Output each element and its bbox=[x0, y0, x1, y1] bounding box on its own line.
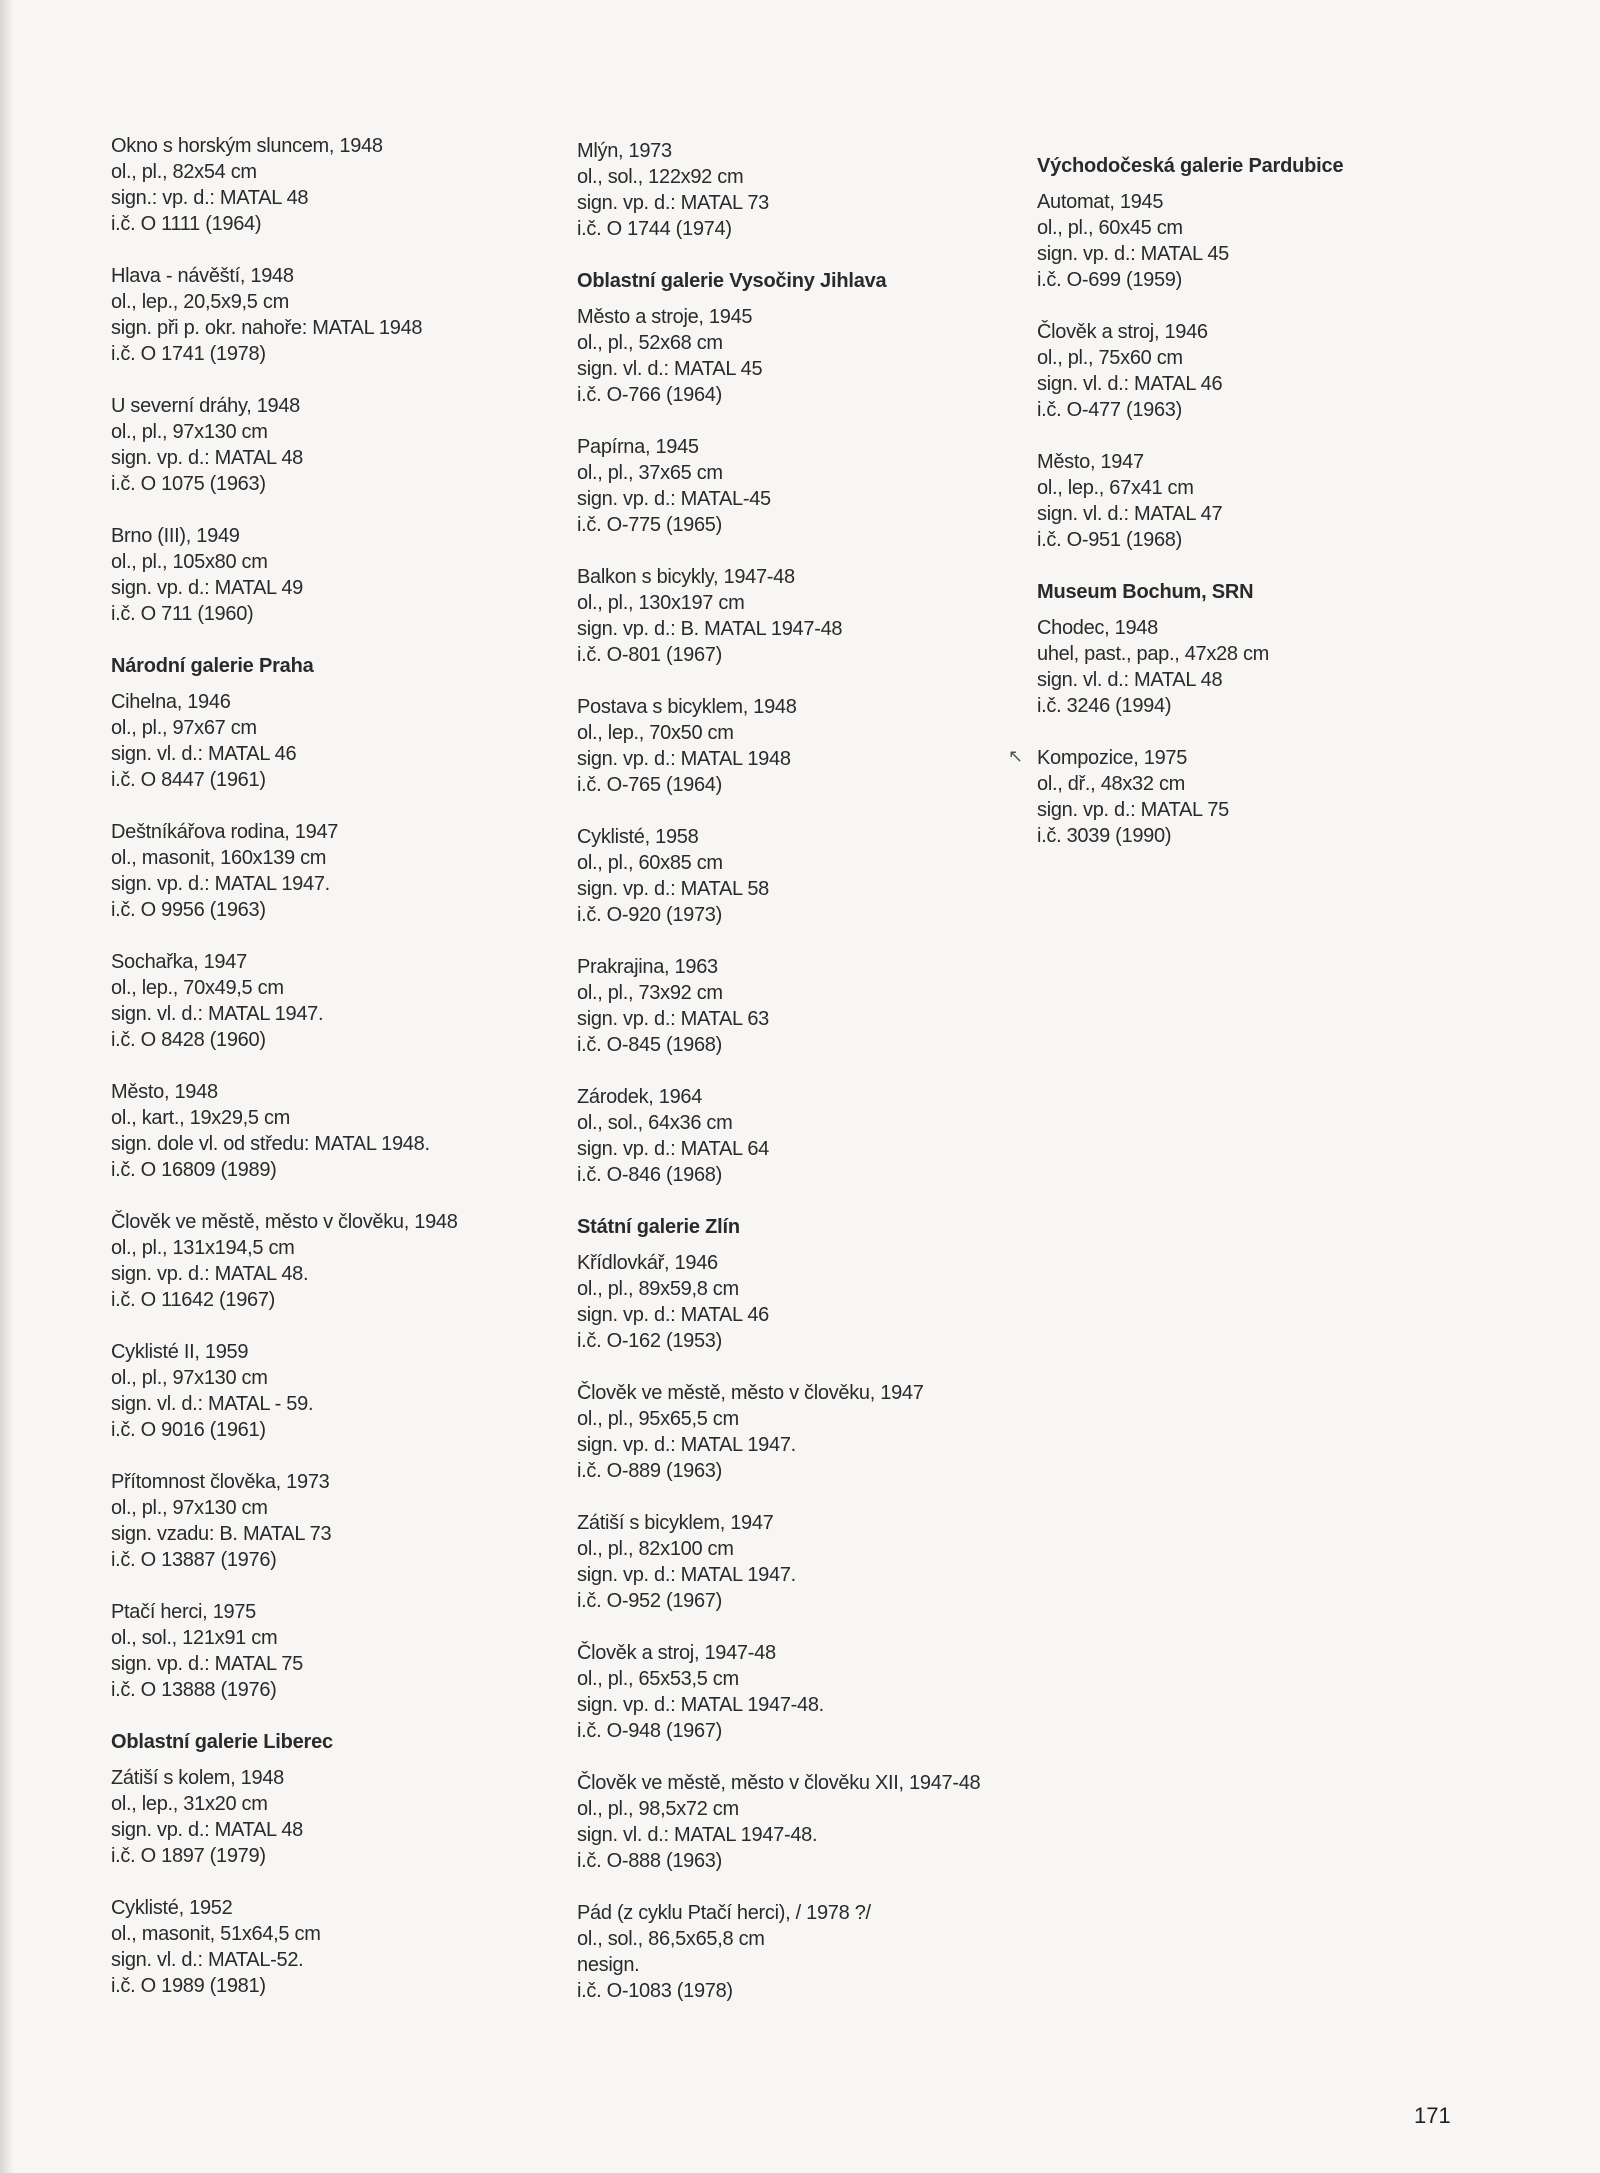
entry-inv: i.č. O 1897 (1979) bbox=[111, 1845, 266, 1867]
entry-sign: sign. vp. d.: MATAL 63 bbox=[577, 1008, 770, 1030]
catalog-entry bbox=[577, 694, 1047, 798]
entry-title: Chodec, 1948 bbox=[1037, 617, 1158, 639]
catalog-entry bbox=[111, 689, 581, 793]
catalog-entry bbox=[111, 133, 581, 237]
entry-medium: ol., pl., 65x53,5 cm bbox=[577, 1668, 739, 1690]
entry-sign: sign. vl. d.: MATAL 46 bbox=[1037, 373, 1223, 395]
entry-title: Člověk ve městě, město v člověku, 1948 bbox=[111, 1211, 458, 1233]
entry-sign: sign. vp. d.: B. MATAL 1947-48 bbox=[577, 618, 843, 640]
entry-medium: ol., pl., 105x80 cm bbox=[111, 551, 268, 573]
entry-inv: i.č. O 13888 (1976) bbox=[111, 1679, 277, 1701]
entry-medium: ol., pl., 95x65,5 cm bbox=[577, 1408, 739, 1430]
entry-sign: sign. vl. d.: MATAL 1947. bbox=[111, 1003, 324, 1025]
catalog-entry bbox=[577, 1900, 1047, 2004]
entry-sign: sign. vp. d.: MATAL 45 bbox=[1037, 243, 1230, 265]
catalog-entry bbox=[577, 1640, 1047, 1744]
entry-title: Brno (III), 1949 bbox=[111, 525, 240, 547]
entry-sign: sign. vp. d.: MATAL 48 bbox=[111, 447, 304, 469]
entry-sign: sign. vl. d.: MATAL 48 bbox=[1037, 669, 1223, 691]
entry-inv: i.č. O 16809 (1989) bbox=[111, 1159, 277, 1181]
catalog-entry bbox=[111, 263, 581, 367]
entry-inv: i.č. 3039 (1990) bbox=[1037, 825, 1172, 847]
entry-title: Cyklisté, 1952 bbox=[111, 1897, 233, 1919]
entry-sign: sign.: vp. d.: MATAL 48 bbox=[111, 187, 309, 209]
catalog-entry bbox=[577, 434, 1047, 538]
entry-title: Automat, 1945 bbox=[1037, 191, 1164, 213]
entry-medium: ol., pl., 82x100 cm bbox=[577, 1538, 734, 1560]
entry-sign: sign. vp. d.: MATAL 1948 bbox=[577, 748, 791, 770]
catalog-entry bbox=[577, 1380, 1047, 1484]
entry-sign: sign. vp. d.: MATAL 46 bbox=[577, 1304, 770, 1326]
entry-medium: ol., pl., 60x45 cm bbox=[1037, 217, 1183, 239]
entry-title: Zátiší s bicyklem, 1947 bbox=[577, 1512, 774, 1534]
entry-title: Přítomnost člověka, 1973 bbox=[111, 1471, 330, 1493]
entry-inv: i.č. O 13887 (1976) bbox=[111, 1549, 277, 1571]
entry-medium: ol., pl., 60x85 cm bbox=[577, 852, 723, 874]
entry-title: Zátiší s kolem, 1948 bbox=[111, 1767, 284, 1789]
entry-medium: ol., kart., 19x29,5 cm bbox=[111, 1107, 291, 1129]
entry-inv: i.č. O-846 (1968) bbox=[577, 1164, 722, 1186]
entry-title: Člověk ve městě, město v člověku, 1947 bbox=[577, 1382, 924, 1404]
entry-sign: sign. vp. d.: MATAL 75 bbox=[111, 1653, 304, 1675]
entry-title: Člověk ve městě, město v člověku XII, 1947-48 bbox=[577, 1772, 981, 1794]
collection-heading: Národní galerie Praha bbox=[111, 655, 314, 677]
entry-inv: i.č. O 1075 (1963) bbox=[111, 473, 266, 495]
entry-title: Deštníkářova rodina, 1947 bbox=[111, 821, 339, 843]
entry-medium: ol., pl., 97x130 cm bbox=[111, 1497, 268, 1519]
entry-medium: ol., pl., 131x194,5 cm bbox=[111, 1237, 295, 1259]
entry-inv: i.č. O-699 (1959) bbox=[1037, 269, 1182, 291]
entry-inv: i.č. O-477 (1963) bbox=[1037, 399, 1182, 421]
entry-sign: sign. vl. d.: MATAL 1947-48. bbox=[577, 1824, 818, 1846]
entry-sign: sign. vzadu: B. MATAL 73 bbox=[111, 1523, 332, 1545]
entry-inv: i.č. O-801 (1967) bbox=[577, 644, 722, 666]
entry-medium: ol., pl., 37x65 cm bbox=[577, 462, 723, 484]
entry-title: Člověk a stroj, 1946 bbox=[1037, 321, 1208, 343]
entry-medium: ol., pl., 130x197 cm bbox=[577, 592, 745, 614]
entry-medium: ol., sol., 64x36 cm bbox=[577, 1112, 733, 1134]
entry-sign: sign. vl. d.: MATAL 46 bbox=[111, 743, 297, 765]
entry-inv: i.č. O-775 (1965) bbox=[577, 514, 722, 536]
catalog-entry bbox=[577, 564, 1047, 668]
entry-inv: i.č. O 9016 (1961) bbox=[111, 1419, 266, 1441]
catalog-entry bbox=[111, 1339, 581, 1443]
catalog-entry bbox=[111, 1469, 581, 1573]
entry-title: Okno s horským sluncem, 1948 bbox=[111, 135, 383, 157]
entry-title: Křídlovkář, 1946 bbox=[577, 1252, 718, 1274]
entry-inv: i.č. O-162 (1953) bbox=[577, 1330, 722, 1352]
catalog-entry bbox=[577, 304, 1047, 408]
entry-medium: ol., pl., 73x92 cm bbox=[577, 982, 723, 1004]
entry-medium: ol., masonit, 51x64,5 cm bbox=[111, 1923, 321, 1945]
catalog-entry bbox=[577, 1084, 1047, 1188]
entry-medium: ol., pl., 97x130 cm bbox=[111, 1367, 268, 1389]
catalog-entry bbox=[111, 1895, 581, 1999]
entry-medium: ol., masonit, 160x139 cm bbox=[111, 847, 327, 869]
catalog-column-3 bbox=[1037, 147, 1507, 875]
entry-medium: ol., pl., 98,5x72 cm bbox=[577, 1798, 739, 1820]
entry-inv: i.č. O-888 (1963) bbox=[577, 1850, 722, 1872]
entry-medium: ol., pl., 97x67 cm bbox=[111, 717, 257, 739]
entry-inv: i.č. O 1989 (1981) bbox=[111, 1975, 266, 1997]
page-spine-shadow bbox=[0, 0, 14, 2173]
entry-inv: i.č. O-952 (1967) bbox=[577, 1590, 722, 1612]
entry-title: Cyklisté II, 1959 bbox=[111, 1341, 249, 1363]
entry-medium: ol., lep., 31x20 cm bbox=[111, 1793, 268, 1815]
entry-sign: sign. vp. d.: MATAL 48. bbox=[111, 1263, 309, 1285]
catalog-entry bbox=[577, 1250, 1047, 1354]
entry-title: Město, 1948 bbox=[111, 1081, 218, 1103]
entry-inv: i.č. O 9956 (1963) bbox=[111, 899, 266, 921]
catalog-entry bbox=[111, 393, 581, 497]
entry-title: Balkon s bicykly, 1947-48 bbox=[577, 566, 795, 588]
margin-arrow-mark: ↖ bbox=[1008, 746, 1024, 766]
entry-sign: sign. vp. d.: MATAL 1947. bbox=[111, 873, 330, 895]
catalog-entry bbox=[1037, 319, 1507, 423]
entry-medium: ol., lep., 20,5x9,5 cm bbox=[111, 291, 289, 313]
entry-medium: ol., lep., 70x49,5 cm bbox=[111, 977, 284, 999]
entry-inv: i.č. O-765 (1964) bbox=[577, 774, 722, 796]
entry-title: Cyklisté, 1958 bbox=[577, 826, 699, 848]
entry-sign: nesign. bbox=[577, 1954, 640, 1976]
entry-medium: ol., lep., 67x41 cm bbox=[1037, 477, 1194, 499]
entry-medium: ol., sol., 86,5x65,8 cm bbox=[577, 1928, 765, 1950]
catalog-entry bbox=[111, 1079, 581, 1183]
entry-title: Mlýn, 1973 bbox=[577, 140, 672, 162]
entry-title: Město, 1947 bbox=[1037, 451, 1144, 473]
collection-heading: Státní galerie Zlín bbox=[577, 1216, 740, 1238]
entry-inv: i.č. O 1111 (1964) bbox=[111, 213, 262, 235]
entry-sign: sign. dole vl. od středu: MATAL 1948. bbox=[111, 1133, 430, 1155]
catalog-entry bbox=[577, 954, 1047, 1058]
entry-medium: ol., sol., 121x91 cm bbox=[111, 1627, 278, 1649]
entry-medium: ol., pl., 75x60 cm bbox=[1037, 347, 1183, 369]
entry-sign: sign. vp. d.: MATAL 75 bbox=[1037, 799, 1230, 821]
catalog-entry bbox=[1037, 449, 1507, 553]
page-number: 171 bbox=[1414, 2103, 1451, 2128]
entry-medium: ol., pl., 52x68 cm bbox=[577, 332, 723, 354]
entry-sign: sign. vp. d.: MATAL 49 bbox=[111, 577, 304, 599]
entry-inv: i.č. 3246 (1994) bbox=[1037, 695, 1172, 717]
entry-sign: sign. vl. d.: MATAL - 59. bbox=[111, 1393, 314, 1415]
entry-sign: sign. při p. okr. nahoře: MATAL 1948 bbox=[111, 317, 423, 339]
entry-sign: sign. vl. d.: MATAL 45 bbox=[577, 358, 763, 380]
collection-heading: Museum Bochum, SRN bbox=[1037, 581, 1254, 603]
entry-inv: i.č. O 8428 (1960) bbox=[111, 1029, 266, 1051]
catalog-column-2 bbox=[577, 138, 1047, 2030]
entry-inv: i.č. O-951 (1968) bbox=[1037, 529, 1182, 551]
catalog-entry bbox=[111, 949, 581, 1053]
entry-inv: i.č. O-889 (1963) bbox=[577, 1460, 722, 1482]
entry-sign: sign. vp. d.: MATAL 1947. bbox=[577, 1564, 796, 1586]
entry-title: Hlava - návěští, 1948 bbox=[111, 265, 294, 287]
collection-heading: Východočeská galerie Pardubice bbox=[1037, 155, 1344, 177]
entry-title: Postava s bicyklem, 1948 bbox=[577, 696, 797, 718]
entry-medium: ol., lep., 70x50 cm bbox=[577, 722, 734, 744]
entry-medium: ol., dř., 48x32 cm bbox=[1037, 773, 1185, 795]
entry-medium: ol., pl., 97x130 cm bbox=[111, 421, 268, 443]
entry-sign: sign. vl. d.: MATAL-52. bbox=[111, 1949, 304, 1971]
entry-sign: sign. vp. d.: MATAL 1947. bbox=[577, 1434, 796, 1456]
catalog-entry bbox=[1037, 745, 1507, 849]
catalog-entry bbox=[577, 1510, 1047, 1614]
entry-sign: sign. vp. d.: MATAL 64 bbox=[577, 1138, 770, 1160]
entry-sign: sign. vp. d.: MATAL 48 bbox=[111, 1819, 304, 1841]
catalog-entry bbox=[577, 824, 1047, 928]
entry-title: U severní dráhy, 1948 bbox=[111, 395, 300, 417]
entry-sign: sign. vp. d.: MATAL 73 bbox=[577, 192, 770, 214]
catalog-entry bbox=[111, 819, 581, 923]
entry-inv: i.č. O 11642 (1967) bbox=[111, 1289, 276, 1311]
catalog-entry bbox=[111, 1599, 581, 1703]
entry-title: Pád (z cyklu Ptačí herci), / 1978 ?/ bbox=[577, 1902, 871, 1924]
catalog-entry bbox=[577, 1770, 1047, 1874]
catalog-entry bbox=[1037, 615, 1507, 719]
collection-heading: Oblastní galerie Vysočiny Jihlava bbox=[577, 270, 887, 292]
entry-inv: i.č. O 1741 (1978) bbox=[111, 343, 266, 365]
collection-heading: Oblastní galerie Liberec bbox=[111, 1731, 333, 1753]
entry-title: Člověk a stroj, 1947-48 bbox=[577, 1642, 776, 1664]
entry-title: Sochařka, 1947 bbox=[111, 951, 247, 973]
catalog-column-1 bbox=[111, 133, 581, 2025]
entry-title: Cihelna, 1946 bbox=[111, 691, 231, 713]
entry-inv: i.č. O-766 (1964) bbox=[577, 384, 722, 406]
entry-inv: i.č. O 1744 (1974) bbox=[577, 218, 732, 240]
catalog-entry bbox=[111, 1765, 581, 1869]
entry-inv: i.č. O-948 (1967) bbox=[577, 1720, 722, 1742]
entry-sign: sign. vl. d.: MATAL 47 bbox=[1037, 503, 1223, 525]
catalog-entry bbox=[1037, 189, 1507, 293]
catalog-entry bbox=[577, 138, 1047, 242]
entry-inv: i.č. O-845 (1968) bbox=[577, 1034, 722, 1056]
entry-sign: sign. vp. d.: MATAL-45 bbox=[577, 488, 771, 510]
entry-title: Ptačí herci, 1975 bbox=[111, 1601, 256, 1623]
entry-inv: i.č. O 8447 (1961) bbox=[111, 769, 266, 791]
entry-medium: ol., pl., 89x59,8 cm bbox=[577, 1278, 739, 1300]
entry-inv: i.č. O 711 (1960) bbox=[111, 603, 254, 625]
entry-sign: sign. vp. d.: MATAL 58 bbox=[577, 878, 770, 900]
catalog-entry bbox=[111, 1209, 581, 1313]
entry-inv: i.č. O-1083 (1978) bbox=[577, 1980, 733, 2002]
entry-medium: ol., pl., 82x54 cm bbox=[111, 161, 257, 183]
catalog-entry bbox=[111, 523, 581, 627]
entry-title: Město a stroje, 1945 bbox=[577, 306, 753, 328]
entry-medium: ol., sol., 122x92 cm bbox=[577, 166, 744, 188]
entry-sign: sign. vp. d.: MATAL 1947-48. bbox=[577, 1694, 824, 1716]
entry-title: Zárodek, 1964 bbox=[577, 1086, 703, 1108]
entry-inv: i.č. O-920 (1973) bbox=[577, 904, 722, 926]
entry-title: Papírna, 1945 bbox=[577, 436, 699, 458]
entry-title: Prakrajina, 1963 bbox=[577, 956, 718, 978]
entry-title: Kompozice, 1975 bbox=[1037, 747, 1188, 769]
entry-medium: uhel, past., pap., 47x28 cm bbox=[1037, 643, 1270, 665]
